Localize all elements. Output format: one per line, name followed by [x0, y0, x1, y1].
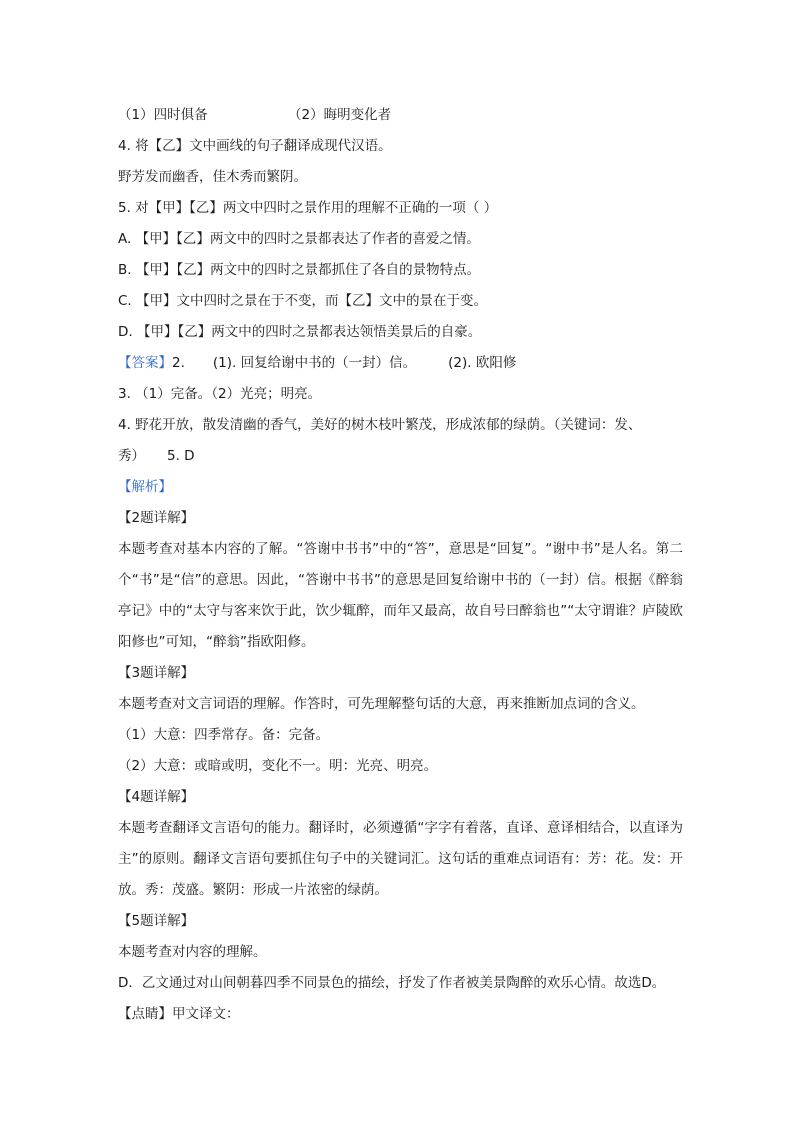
answer-2-part-1: (1). 回复给谢中书的（一封）信。: [212, 355, 417, 371]
document-page: [118, 100, 683, 1030]
option-c: C. 【甲】文中四时之景在于不变，而【乙】文中的景在于变。: [118, 293, 488, 309]
paragraph-q4: 本题考查翻译文言语句的能力。翻译时，必须遵循“字字有着落，直译、意译相结合，以直译为主”的原则。翻译文言语句要抓住句子中的关键词汇。这句话的重难点词语有：芳：花。发：开放。秀：茂盛。繁阴：形成一片浓密的绿荫。: [118, 820, 683, 898]
paragraph-q3-item-1: （1）大意：四季常存。备：完备。: [118, 727, 330, 743]
paragraph-q2: 本题考查对基本内容的了解。“答谢中书书”中的“答”，意思是“回复”。“谢中书”是人名。第二个“书”是“信”的意思。因此，“答谢中书书”的意思是回复给谢中书的（一封）信。根据《醉翁亭记》中的“太守与客来饮于此，饮少辄醉，而年又最高，故自号曰醉翁也”“太守谓谁？庐陵欧阳修也”可知，“醉翁”指欧阳修。: [118, 541, 683, 650]
answer-4-line-1: 4. 野花开放，散发清幽的香气，美好的树木枝叶繁茂，形成浓郁的绿荫。（关键词：发、: [118, 417, 642, 433]
question-5: 5. 对【甲】【乙】两文中四时之景作用的理解不正确的一项（ ）: [118, 200, 498, 216]
heading-q5: 【5题详解】: [118, 913, 195, 929]
dianjing-row: [118, 999, 683, 1030]
analysis-label: 【解析】: [118, 479, 172, 495]
heading-q3: 【3题详解】: [118, 665, 195, 681]
answer-5: 5. D: [167, 448, 195, 464]
question-4-sentence: 野芳发而幽香，佳木秀而繁阴。: [118, 169, 307, 185]
answer-3: 3. （1）完备。（2）光亮；明亮。: [118, 386, 322, 402]
answer-4-5-row: [118, 441, 683, 472]
dianjing-text: 甲文译文：: [172, 1006, 240, 1022]
paragraph-q3-item-2: （2）大意：或暗或明，变化不一。明：光亮、明亮。: [118, 758, 438, 774]
subquestion-options-row: [118, 100, 683, 131]
option-b: B. 【甲】【乙】两文中的四时之景都抓住了各自的景物特点。: [118, 262, 481, 278]
question-4: 4. 将【乙】文中画线的句子翻译成现代汉语。: [118, 138, 392, 154]
answer-2-part-2: (2). 欧阳修: [448, 355, 517, 371]
dianjing-label: 【点睛】: [118, 1006, 172, 1022]
answer-2-number: 2.: [172, 355, 185, 371]
paragraph-q3: 本题考查对文言词语的理解。作答时，可先理解整句话的大意，再来推断加点词的含义。: [118, 696, 645, 712]
heading-q2: 【2题详解】: [118, 510, 195, 526]
paragraph-q5-d: D．乙文通过对山间朝暮四季不同景色的描绘，抒发了作者被美景陶醉的欢乐心情。故选D。: [118, 975, 666, 991]
option-2: （2）晦明变化者: [288, 107, 392, 123]
answer-label: 【答案】: [118, 355, 172, 371]
answer-row: [118, 348, 683, 379]
answer-4-line-2: 秀）: [118, 448, 145, 464]
option-1: （1）四时俱备: [118, 107, 208, 123]
heading-q4: 【4题详解】: [118, 789, 195, 805]
option-d: D. 【甲】【乙】两文中的四时之景都表达领悟美景后的自豪。: [118, 324, 482, 340]
option-a: A. 【甲】【乙】两文中的四时之景都表达了作者的喜爱之情。: [118, 231, 480, 247]
paragraph-q5: 本题考查对内容的理解。: [118, 944, 267, 960]
